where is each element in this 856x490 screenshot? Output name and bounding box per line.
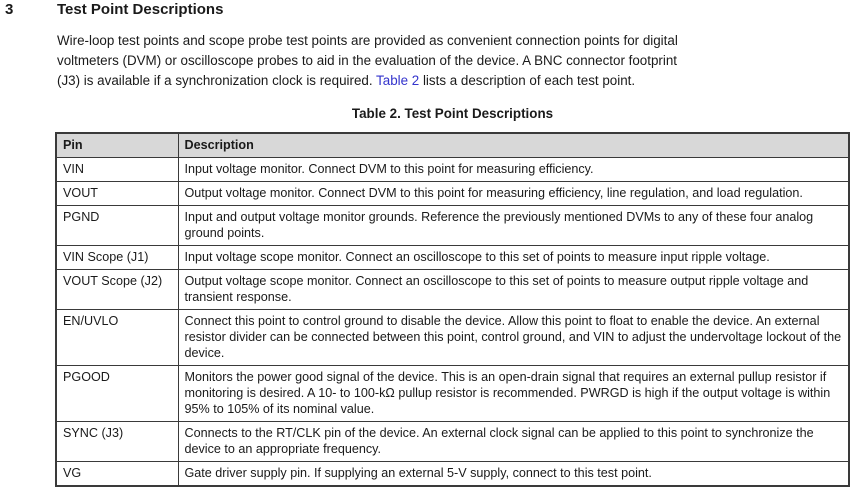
pin-cell: VG: [56, 462, 178, 487]
description-cell: Gate driver supply pin. If supplying an external 5-V supply, connect to this test point.: [178, 462, 849, 487]
pin-cell: EN/UVLO: [56, 310, 178, 366]
table-row: [56, 462, 849, 487]
description-cell: Connect this point to control ground to disable the device. Allow this point to float to enable the device. An external resistor divider can be connected between this point, control ground, and VIN to adjust the undervoltage lockout of the device.: [178, 310, 849, 366]
table-2-link[interactable]: Table 2: [376, 73, 420, 88]
description-column-header: Description: [178, 133, 849, 158]
table-row: [56, 422, 849, 462]
table-row: [56, 206, 849, 246]
paragraph-line-2: voltmeters (DVM) or oscilloscope probes to aid in the evaluation of the device. A BNC connector footprint: [57, 53, 678, 68]
table-caption: Table 2. Test Point Descriptions: [351, 106, 554, 121]
pin-cell: SYNC (J3): [56, 422, 178, 462]
paragraph-line-3: [57, 71, 842, 91]
description-cell: Input and output voltage monitor grounds. Reference the previously mentioned DVMs to any of these four analog ground points.: [178, 206, 849, 246]
paragraph-line-3-pre: (J3) is available if a synchronization clock is required.: [57, 73, 377, 88]
description-cell: Monitors the power good signal of the device. This is an open-drain signal that requires an external pullup resistor if monitoring is desired. A 10- to 100-kΩ pullup resistor is recommended. PWRGD is high if the output voltage is within 95% to 105% of its nominal value.: [178, 366, 849, 422]
pin-cell: VIN: [56, 158, 178, 182]
pin-cell: VOUT: [56, 182, 178, 206]
pin-cell: VOUT Scope (J2): [56, 270, 178, 310]
paragraph-line-3-post: lists a description of each test point.: [419, 73, 636, 88]
table-row: [56, 270, 849, 310]
table-row: [56, 246, 849, 270]
pin-column-header: Pin: [56, 133, 178, 158]
test-point-table-container: [55, 132, 850, 487]
description-cell: Input voltage monitor. Connect DVM to this point for measuring efficiency.: [178, 158, 849, 182]
description-cell: Connects to the RT/CLK pin of the device. An external clock signal can be applied to this point to synchronize the device to an appropriate frequency.: [178, 422, 849, 462]
pin-cell: VIN Scope (J1): [56, 246, 178, 270]
description-cell: Output voltage monitor. Connect DVM to this point for measuring efficiency, line regulation, and load regulation.: [178, 182, 849, 206]
section-number: 3: [5, 1, 14, 18]
table-row: [56, 158, 849, 182]
paragraph-line-1: Wire-loop test points and scope probe test points are provided as convenient connection points for digital: [57, 33, 678, 48]
body-paragraph: [57, 31, 842, 91]
table-header-row: [56, 133, 849, 158]
test-point-table: [55, 132, 850, 487]
description-cell: Input voltage scope monitor. Connect an oscilloscope to this set of points to measure input ripple voltage.: [178, 246, 849, 270]
pin-cell: PGND: [56, 206, 178, 246]
description-cell: Output voltage scope monitor. Connect an oscilloscope to this set of points to measure output ripple voltage and transient response.: [178, 270, 849, 310]
table-row: [56, 310, 849, 366]
pin-cell: PGOOD: [56, 366, 178, 422]
table-row: [56, 366, 849, 422]
section-heading: [5, 1, 846, 18]
section-title: Test Point Descriptions: [57, 1, 224, 18]
table-row: [56, 182, 849, 206]
